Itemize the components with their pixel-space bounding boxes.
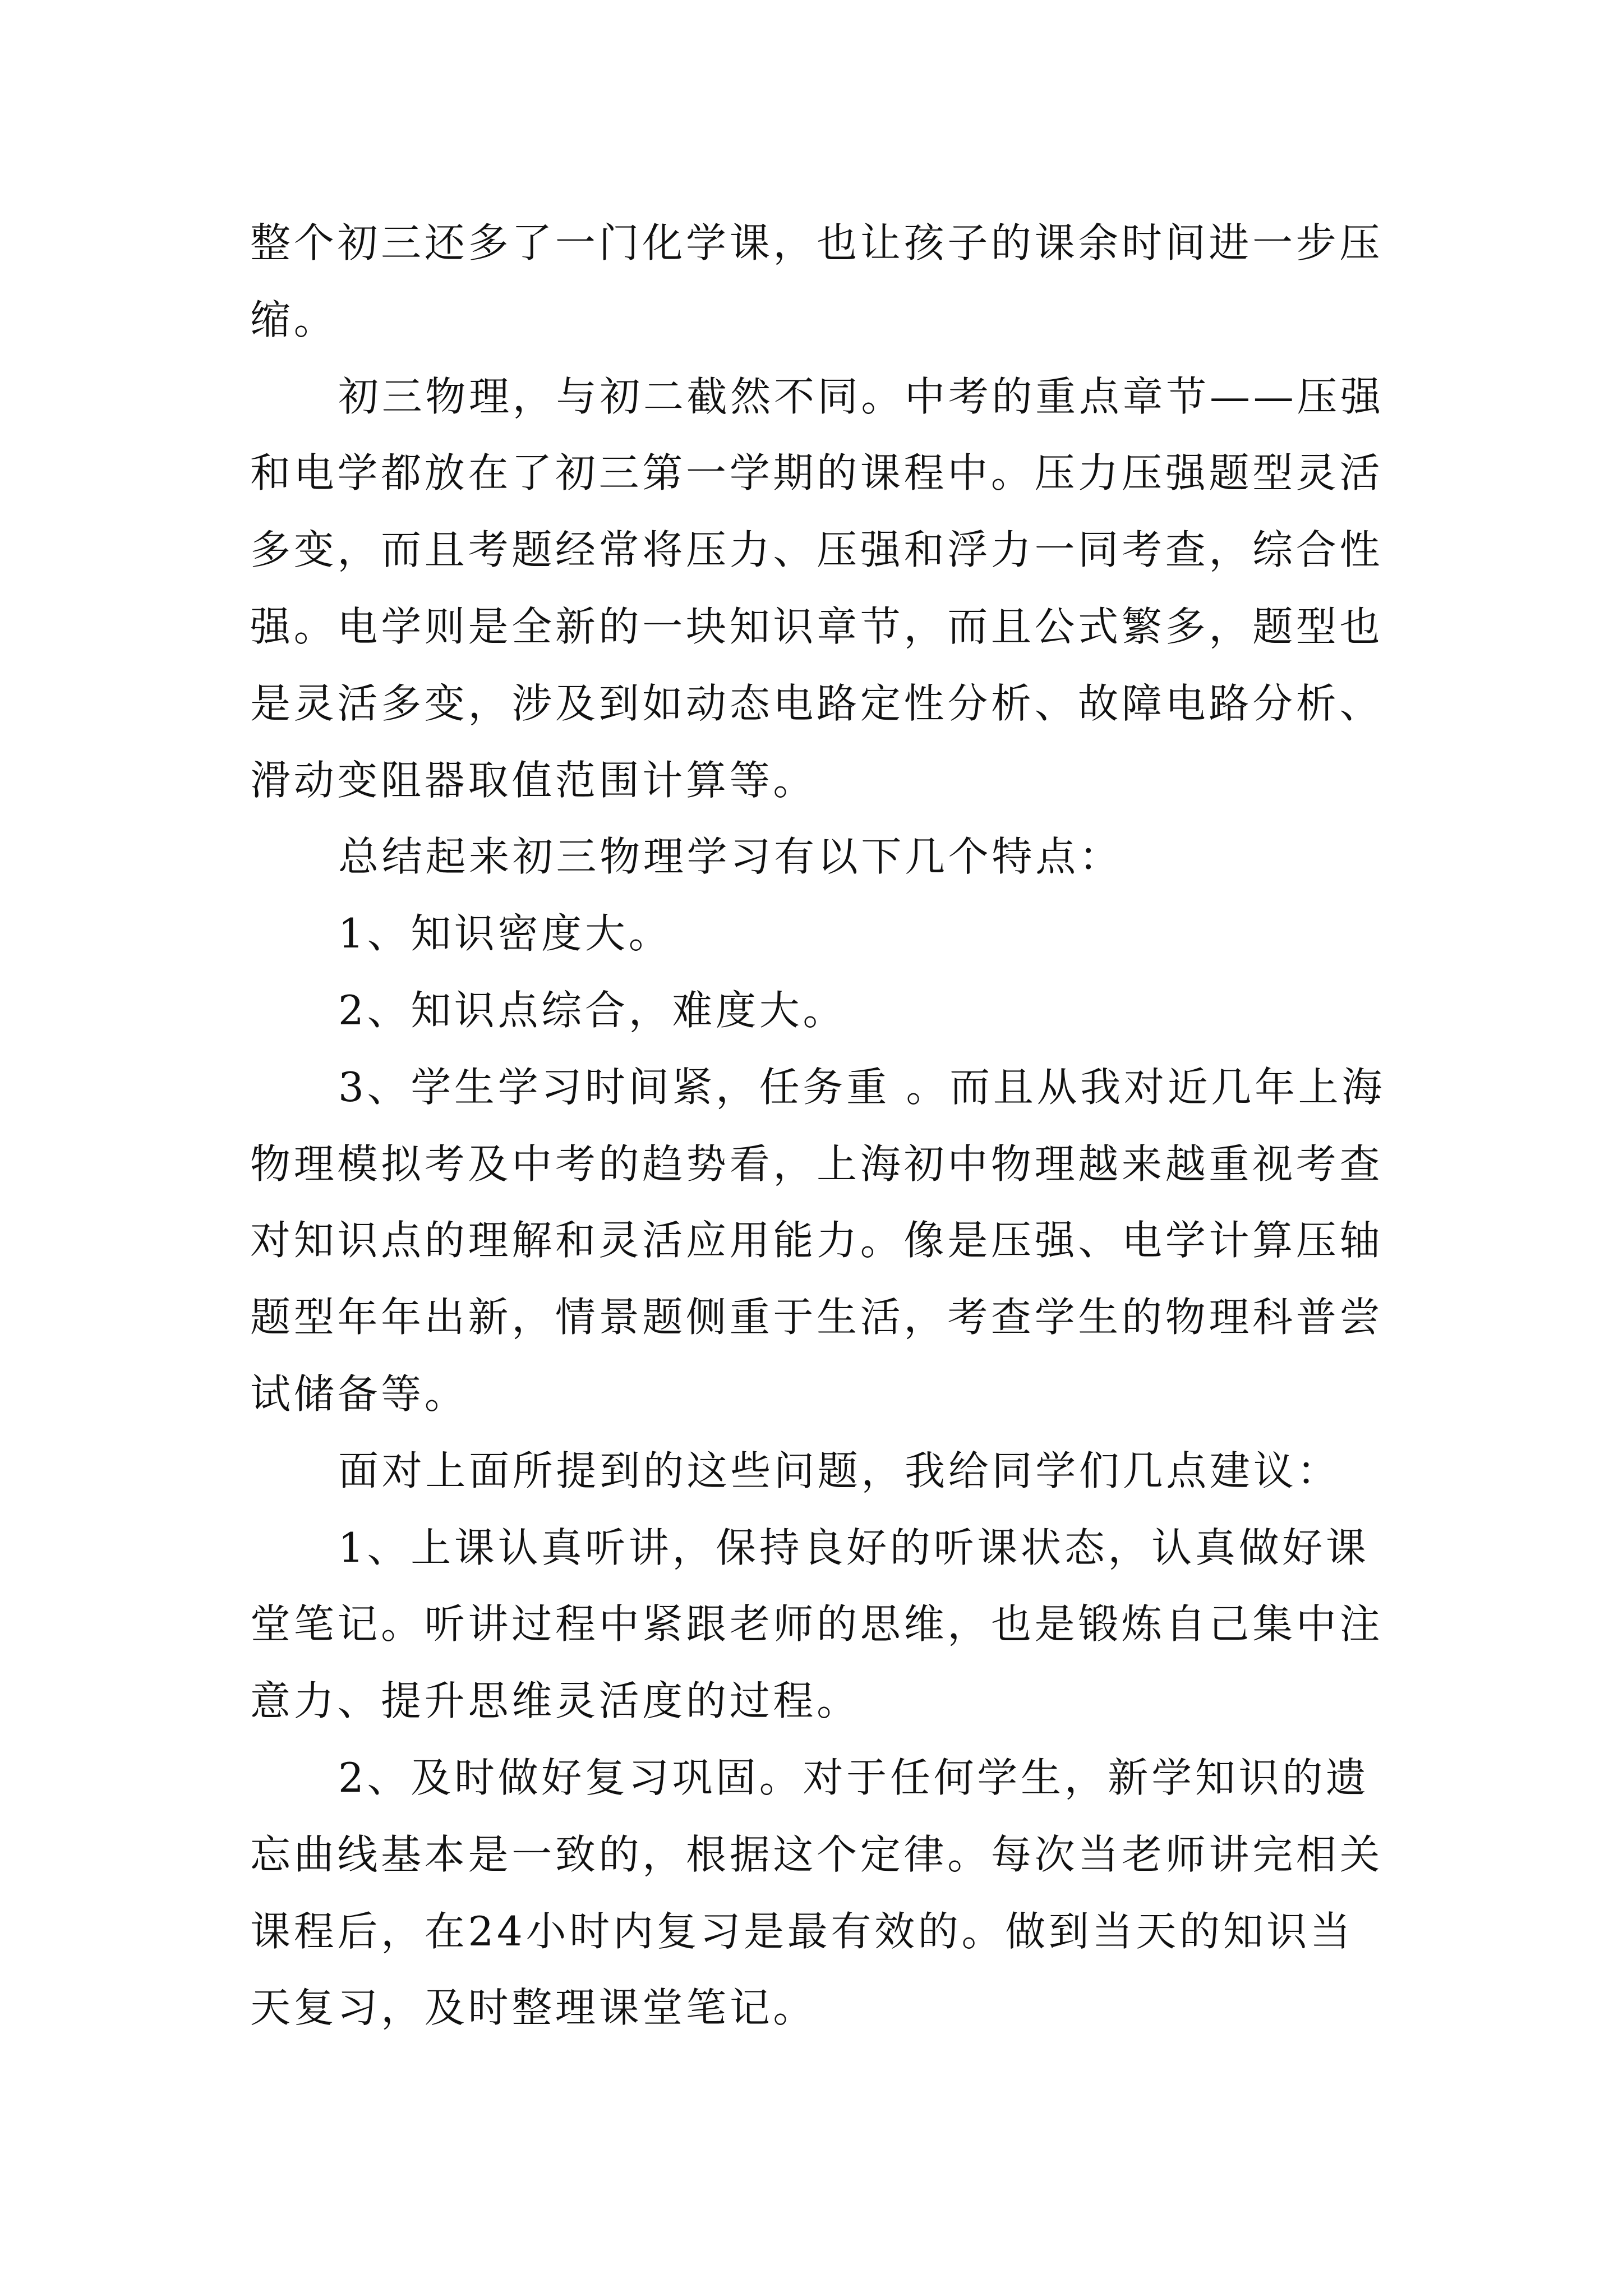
text-line: 1、上课认真听讲，保持良好的听课状态，认真做好课 xyxy=(338,1524,1370,1571)
text-line: 天复习，及时整理课堂笔记。 xyxy=(250,1984,817,2032)
text-line: 整个初三还多了一门化学课，也让孩子的课余时间进一步压 xyxy=(250,219,1384,266)
list-item xyxy=(250,1740,1428,2046)
text-line: 面对上面所提到的这些问题，我给同学们几点建议： xyxy=(338,1447,1341,1494)
paragraph xyxy=(250,1433,1428,1510)
text-line: 初三物理，与初二截然不同。中考的重点章节——压强 xyxy=(338,372,1384,420)
text-line: 滑动变阻器取值范围计算等。 xyxy=(250,756,817,804)
paragraph xyxy=(250,358,1428,819)
text-line: 意力、提升思维灵活度的过程。 xyxy=(250,1677,860,1725)
text-line: 多变，而且考题经常将压力、压强和浮力一同考查，综合性 xyxy=(250,526,1384,574)
text-line: 物理模拟考及中考的趋势看，上海初中物理越来越重视考查 xyxy=(250,1140,1384,1188)
list-item xyxy=(250,895,1428,972)
text-line: 忘曲线基本是一致的，根据这个定律。每次当老师讲完相关 xyxy=(250,1830,1384,1878)
text-line: 缩。 xyxy=(250,296,338,343)
text-line: 堂笔记。听讲过程中紧跟老师的思维，也是锻炼自己集中注 xyxy=(250,1600,1384,1648)
text-line: 试储备等。 xyxy=(250,1370,468,1418)
text-line: 总结起来初三物理学习有以下几个特点： xyxy=(338,833,1123,881)
text-line: 强。电学则是全新的一块知识章节，而且公式繁多，题型也 xyxy=(250,602,1384,650)
paragraph xyxy=(250,205,1428,358)
list-item xyxy=(250,972,1428,1049)
list-item xyxy=(250,1510,1428,1740)
text-line: 2、及时做好复习巩固。对于任何学生，新学知识的遗 xyxy=(338,1754,1370,1801)
document-body xyxy=(250,205,1428,2046)
text-line: 对知识点的理解和灵活应用能力。像是压强、电学计算压轴 xyxy=(250,1217,1384,1264)
paragraph xyxy=(250,818,1428,895)
text-line: 2、知识点综合，难度大。 xyxy=(338,986,847,1034)
text-line: 课程后，在24小时内复习是最有效的。做到当天的知识当 xyxy=(250,1907,1354,1955)
text-line: 是灵活多变，涉及到如动态电路定性分析、故障电路分析、 xyxy=(250,679,1384,727)
text-line: 题型年年出新，情景题侧重于生活，考查学生的物理科普尝 xyxy=(250,1294,1384,1341)
text-line: 3、学生学习时间紧，任务重 。而且从我对近几年上海 xyxy=(338,1063,1386,1111)
text-line: 1、知识密度大。 xyxy=(338,910,672,958)
text-line: 和电学都放在了初三第一学期的课程中。压力压强题型灵活 xyxy=(250,449,1384,497)
list-item xyxy=(250,1049,1428,1433)
